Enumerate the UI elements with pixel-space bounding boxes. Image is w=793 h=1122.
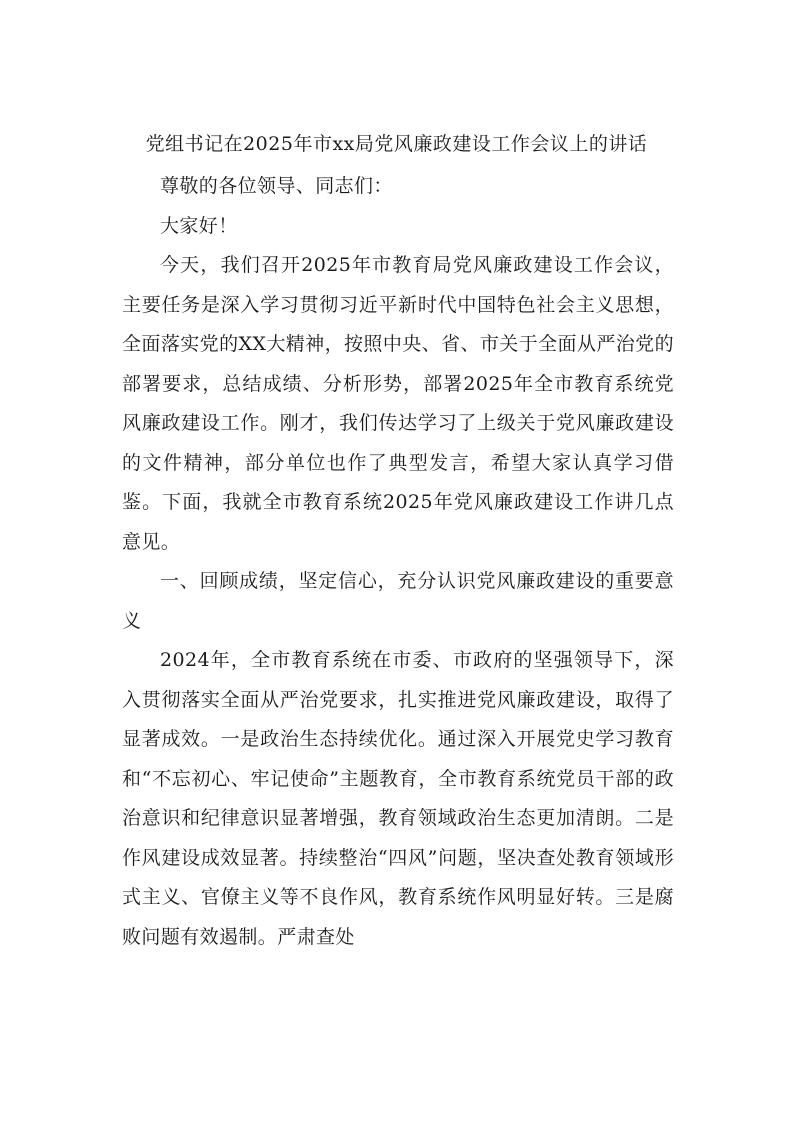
greeting: 大家好！ xyxy=(160,214,238,237)
document-title: 党组书记在2025年市xx局党风廉政建设工作会议上的讲话 xyxy=(145,133,648,155)
achievements-paragraph: 2024年，全市教育系统在市委、市政府的坚强领导下，深入贯彻落实全面从严治党要求，扎实推进党风廉政建设，取得了显著成效。一是政治生态持续优化。通过深入开展党史学习教育和“不忘初心、牢记使命”主题教育，全市教育系统党员干部的政治意识和纪律意识显著增强，教育领域政治生态更加清朗。二是作风建设成效显著。持续整治“四风”问题，坚决查处教育领域形式主义、官僚主义等不良作风，教育系统作风明显好转。三是腐败问题有效遏制。严肃查处 xyxy=(122,649,674,948)
section-heading: 一、回顾成绩，坚定信心，充分认识党风廉政建设的重要意义 xyxy=(122,570,674,632)
opening-paragraph: 今天，我们召开2025年市教育局党风廉政建设工作会议，主要任务是深入学习贯彻习近平新时代中国特色社会主义思想，全面落实党的XX大精神，按照中央、省、市关于全面从严治党的部署要求，总结成绩、分析形势，部署2025年全市教育系统党风廉政建设工作。刚才，我们传达学习了上级关于党风廉政建设的文件精神，部分单位也作了典型发言，希望大家认真学习借鉴。下面，我就全市教育系统2025年党风廉政建设工作讲几点意见。 xyxy=(122,254,674,553)
document-body xyxy=(122,167,674,957)
salutation: 尊敬的各位领导、同志们： xyxy=(160,175,393,197)
